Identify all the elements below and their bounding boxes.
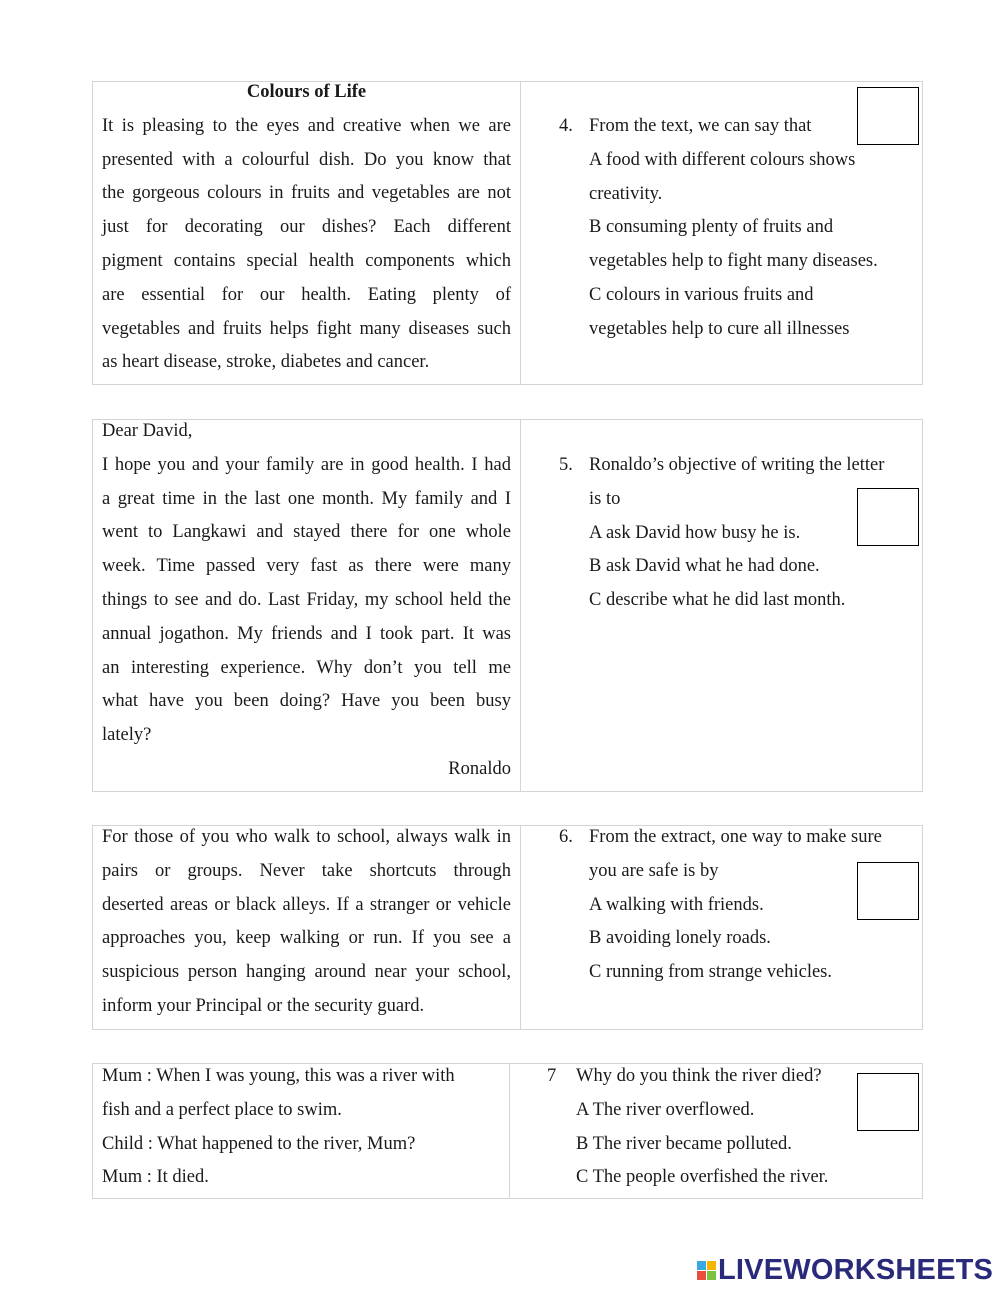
option-c: C The people overfished the river. (576, 1167, 829, 1188)
answer-box-q6[interactable] (857, 862, 919, 920)
passage-line: the gorgeous colours in fruits and vegetables are not (102, 183, 511, 204)
option-c: C describe what he did last month. (589, 590, 846, 611)
passage-1 (102, 76, 511, 380)
question-stem: 6. From the extract, one way to make sure (521, 821, 921, 855)
option-c: C running from strange vehicles. (589, 962, 833, 983)
passage-2 (102, 415, 511, 787)
passage-line: For those of you who walk to school, always walk in (102, 827, 511, 847)
passage-line: presented with a colourful dish. Do you know that (102, 149, 511, 170)
question-stem: 5. Ronaldo’s objective of writing the letter (521, 449, 921, 483)
question-stem-cont: you are safe is by (589, 860, 719, 881)
passage-3 (102, 821, 511, 1024)
passage-line: just for decorating our dishes? Each different (102, 217, 511, 238)
passage-line: I hope you and your family are in good health. I had (102, 454, 511, 475)
passage-line: annual jogathon. My friends and I took part. It was (102, 623, 511, 644)
passage-4 (102, 1060, 502, 1195)
option-b: B consuming plenty of fruits and (589, 217, 834, 238)
option-a: A ask David how busy he is. (589, 522, 801, 543)
passage-line: things to see and do. Last Friday, my school held the (102, 589, 511, 610)
section-river-dialogue (92, 1063, 923, 1199)
section-letter (92, 419, 923, 792)
passage-line: It is pleasing to the eyes and creative when we are (102, 115, 511, 136)
question-stem: 4. From the text, we can say that (521, 110, 921, 144)
passage-line: as heart disease, stroke, diabetes and cancer. (102, 352, 430, 373)
question-number: 5. (559, 455, 573, 475)
liveworksheets-logo-icon (697, 1261, 716, 1280)
passage-line: inform your Principal or the security guard. (102, 995, 425, 1016)
dialogue-line: Mum : It died. (102, 1167, 209, 1188)
answer-box-q4[interactable] (857, 87, 919, 145)
passage-line: a great time in the last one month. My family and I (102, 488, 511, 509)
option-b-cont: vegetables help to fight many diseases. (589, 251, 878, 272)
passage-line: pairs or groups. Never take shortcuts through (102, 860, 511, 881)
passage-line: week. Time passed very fast as there were many (102, 556, 511, 577)
option-c-cont: vegetables help to cure all illnesses (589, 318, 850, 339)
passage-line: an interesting experience. Why don’t you tell me (102, 657, 511, 678)
passage-line: pigment contains special health components which (102, 250, 511, 271)
passage-line: are essential for our health. Eating plenty of (102, 284, 511, 305)
logo-tile-blue (697, 1261, 706, 1270)
dialogue-line: fish and a perfect place to swim. (102, 1099, 342, 1120)
option-c: C colours in various fruits and (589, 284, 814, 305)
option-a: A The river overflowed. (576, 1099, 755, 1120)
option-b: B The river became polluted. (576, 1133, 792, 1154)
dialogue-line: Mum : When I was young, this was a river with (102, 1066, 455, 1086)
section-colours-of-life (92, 81, 923, 385)
option-b: B ask David what he had done. (589, 556, 820, 577)
logo-text: LIVEWORKSHEETS (718, 1253, 994, 1286)
option-a: A walking with friends. (589, 894, 764, 915)
dialogue-line: Child : What happened to the river, Mum? (102, 1133, 416, 1154)
question-stem-cont: is to (589, 488, 621, 509)
passage-line: what have you been doing? Have you been busy (102, 691, 511, 712)
passage-line: vegetables and fruits helps fight many diseases such (102, 318, 511, 339)
answer-box-q5[interactable] (857, 488, 919, 546)
option-a: A food with different colours shows (589, 149, 856, 170)
question-number: 4. (559, 116, 573, 136)
answer-box-q7[interactable] (857, 1073, 919, 1131)
passage-line: went to Langkawi and stayed there for one whole (102, 522, 511, 543)
passage-title: Colours of Life (246, 82, 367, 102)
question-number: 7 (547, 1066, 557, 1086)
logo-tile-red (697, 1271, 706, 1280)
option-a-cont: creativity. (589, 183, 663, 204)
logo-tile-yellow (707, 1261, 716, 1270)
letter-signature: Ronaldo (448, 758, 511, 779)
passage-line: lately? (102, 725, 152, 746)
option-b: B avoiding lonely roads. (589, 928, 771, 949)
section-walk-to-school (92, 825, 923, 1030)
passage-line: suspicious person hanging around near your school, (102, 962, 511, 983)
letter-salutation: Dear David, (102, 421, 193, 441)
liveworksheets-logo (697, 1253, 993, 1287)
question-stem: 7 Why do you think the river died? (510, 1060, 920, 1094)
logo-tile-green (707, 1271, 716, 1280)
passage-line: deserted areas or black alleys. If a stranger or vehicle (102, 894, 511, 915)
passage-line: approaches you, keep walking or run. If you see a (102, 928, 511, 949)
question-4 (521, 110, 921, 347)
question-number: 6. (559, 827, 573, 847)
